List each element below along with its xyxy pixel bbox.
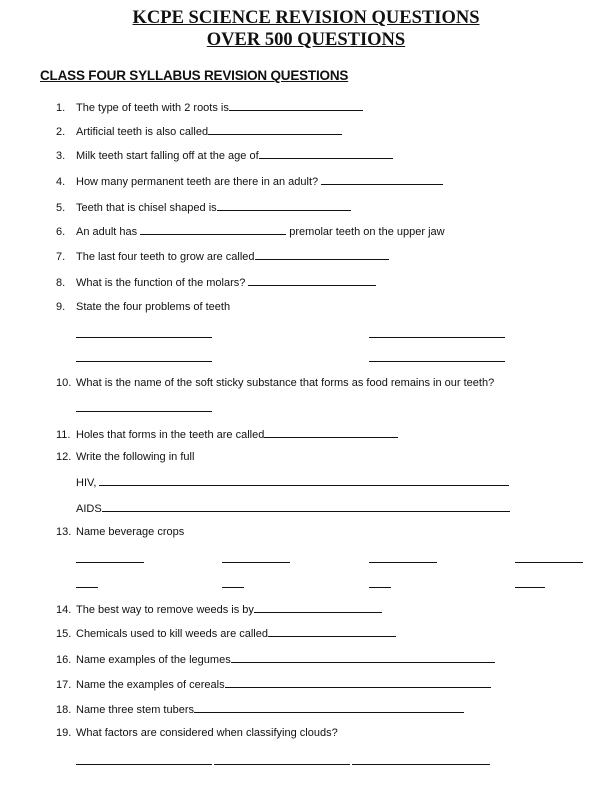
question-17 bbox=[56, 677, 491, 692]
question-9 bbox=[56, 300, 230, 314]
answer-blank[interactable] bbox=[102, 501, 510, 512]
question-8 bbox=[56, 275, 376, 290]
question-16 bbox=[56, 652, 495, 667]
question-10 bbox=[56, 376, 494, 390]
question-13 bbox=[56, 525, 184, 539]
question-7 bbox=[56, 249, 389, 264]
answer-blank[interactable] bbox=[208, 124, 342, 135]
question-text: Name beverage crops bbox=[76, 526, 185, 538]
question-11 bbox=[56, 427, 398, 442]
answer-blank[interactable] bbox=[254, 602, 382, 613]
question-text: The best way to remove weeds is by bbox=[76, 604, 254, 616]
question-text: An adult has bbox=[76, 226, 138, 238]
answer-blank[interactable] bbox=[222, 562, 290, 563]
question-text: Teeth that is chisel shaped is bbox=[76, 202, 217, 214]
answer-blank[interactable] bbox=[225, 677, 491, 688]
answer-blank[interactable] bbox=[217, 200, 351, 211]
question-number: 13. bbox=[56, 526, 72, 538]
answer-blank[interactable] bbox=[515, 587, 545, 588]
answer-blank[interactable] bbox=[259, 148, 393, 159]
question-number: 4. bbox=[56, 176, 66, 188]
question-2 bbox=[56, 124, 342, 139]
item-label: HIV, bbox=[76, 477, 97, 489]
answer-blank[interactable] bbox=[140, 224, 286, 235]
question-text: Write the following in full bbox=[76, 451, 195, 463]
question-6 bbox=[56, 224, 445, 239]
question-number: 17. bbox=[56, 679, 72, 691]
question-number: 12. bbox=[56, 451, 72, 463]
question-text: Name three stem tubers bbox=[76, 704, 194, 716]
answer-blank[interactable] bbox=[369, 562, 437, 563]
answer-blank[interactable] bbox=[99, 475, 509, 486]
question-number: 8. bbox=[56, 277, 66, 289]
question-number: 9. bbox=[56, 301, 66, 313]
question-number: 16. bbox=[56, 654, 72, 666]
question-text: Name the examples of cereals bbox=[76, 679, 225, 691]
question-number: 7. bbox=[56, 251, 66, 263]
question-12 bbox=[56, 450, 194, 464]
question-text: Milk teeth start falling off at the age of bbox=[76, 150, 259, 162]
question-text: Name examples of the legumes bbox=[76, 654, 231, 666]
question-5 bbox=[56, 200, 351, 215]
page-title: KCPE SCIENCE REVISION QUESTIONS bbox=[132, 8, 480, 28]
question-number: 2. bbox=[56, 126, 66, 138]
question-4 bbox=[56, 174, 443, 189]
answer-blank[interactable] bbox=[248, 275, 376, 286]
question-number: 1. bbox=[56, 102, 66, 114]
answer-blank[interactable] bbox=[369, 337, 505, 338]
answer-blank[interactable] bbox=[268, 626, 396, 637]
question-text: Chemicals used to kill weeds are called bbox=[76, 628, 268, 640]
question-number: 18. bbox=[56, 704, 72, 716]
answer-blank[interactable] bbox=[76, 764, 212, 765]
question-number: 5. bbox=[56, 202, 66, 214]
answer-blank[interactable] bbox=[76, 587, 98, 588]
question-1 bbox=[56, 100, 363, 115]
answer-blank[interactable] bbox=[194, 702, 464, 713]
aids-item bbox=[76, 501, 510, 516]
item-label: AIDS bbox=[76, 503, 102, 515]
question-text: The type of teeth with 2 roots is bbox=[76, 102, 229, 114]
question-number: 10. bbox=[56, 377, 72, 389]
answer-blank[interactable] bbox=[369, 361, 505, 362]
question-3 bbox=[56, 148, 393, 163]
answer-blank[interactable] bbox=[222, 587, 244, 588]
answer-blank[interactable] bbox=[231, 652, 495, 663]
question-18 bbox=[56, 702, 464, 717]
answer-blank[interactable] bbox=[264, 427, 398, 438]
question-text-after: premolar teeth on the upper jaw bbox=[289, 226, 445, 238]
question-text: State the four problems of teeth bbox=[76, 301, 231, 313]
answer-blank[interactable] bbox=[369, 587, 391, 588]
question-text: Artificial teeth is also called bbox=[76, 126, 209, 138]
answer-blank[interactable] bbox=[76, 562, 144, 563]
answer-blank[interactable] bbox=[321, 174, 443, 185]
page-subtitle: OVER 500 QUESTIONS bbox=[206, 30, 406, 50]
answer-blank[interactable] bbox=[214, 764, 350, 765]
question-text: Holes that forms in the teeth are called bbox=[76, 429, 265, 441]
question-number: 3. bbox=[56, 150, 66, 162]
question-15 bbox=[56, 626, 396, 641]
answer-blank[interactable] bbox=[352, 764, 490, 765]
question-19 bbox=[56, 726, 338, 740]
question-text: What is the function of the molars? bbox=[76, 277, 246, 289]
question-text: What factors are considered when classifying clouds? bbox=[76, 727, 338, 739]
question-text: What is the name of the soft sticky substance that forms as food remains in our teeth? bbox=[76, 377, 495, 389]
question-14 bbox=[56, 602, 382, 617]
answer-blank[interactable] bbox=[229, 100, 363, 111]
question-number: 19. bbox=[56, 727, 72, 739]
section-title: CLASS FOUR SYLLABUS REVISION QUESTIONS bbox=[40, 68, 349, 83]
question-text: How many permanent teeth are there in an adult? bbox=[76, 176, 319, 188]
question-text: The last four teeth to grow are called bbox=[76, 251, 255, 263]
hiv-item bbox=[76, 475, 509, 490]
question-number: 15. bbox=[56, 628, 72, 640]
answer-blank[interactable] bbox=[76, 411, 212, 412]
question-number: 14. bbox=[56, 604, 72, 616]
answer-blank[interactable] bbox=[76, 361, 212, 362]
answer-blank[interactable] bbox=[515, 562, 583, 563]
question-number: 11. bbox=[56, 429, 71, 441]
answer-blank[interactable] bbox=[255, 249, 389, 260]
question-number: 6. bbox=[56, 226, 66, 238]
answer-blank[interactable] bbox=[76, 337, 212, 338]
